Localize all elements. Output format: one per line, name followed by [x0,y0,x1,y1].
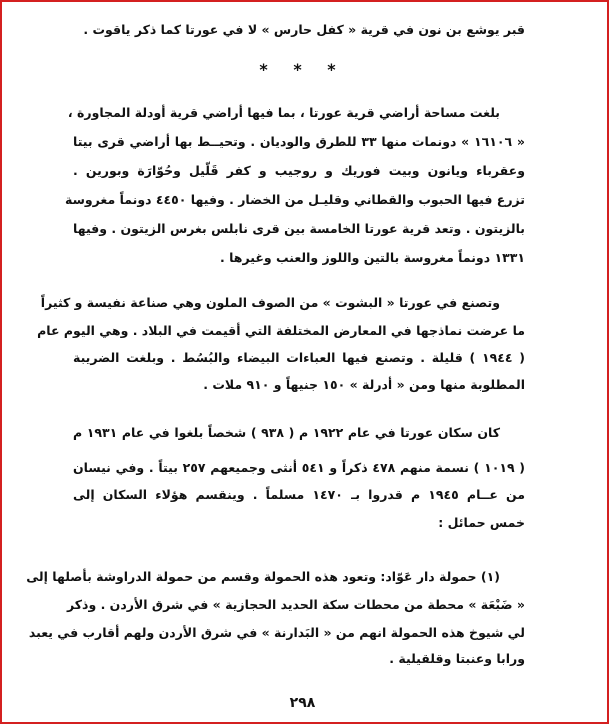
text-line: وعقرباء ويانون وبيت فوريك و روجيب و كفر قَلّيل وحُوّارَة وبورين . [73,163,525,178]
text-line: خمس حمائل : [438,515,525,530]
text-line: ( ١٠١٩ ) نسمة منهم ٤٧٨ ذكراً و ٥٤١ أنثى وجميعهم ٢٥٧ بيتاً . وفي نيسان [73,460,526,475]
text-line: ( ١٩٤٤ ) قليلة . وتصنع فيها العباءات البيضاء والبُسُط . وبلغت الضريبة [73,350,525,365]
top-line: قبر يوشع بن نون في قرية « كفل حارس » لا في عورتا كما ذكر ياقوت . [83,22,525,37]
text-line: ١٣٣١ دونماً مغروسة بالتين واللوز والعنب وغيرها . [219,250,525,265]
text-line: (١) حمولة دار عَوّاد: وتعود هذه الحمولة وقسم من حمولة الدراوشة بأصلها إلى [26,569,500,584]
section-separator: * * * [259,60,346,79]
text-line: ورابا وعنبتا وقلقيلية . [389,651,525,666]
text-line: تزرع فيها الحبوب والقطاني وقليـل من الخضار . وفيها ٤٤٥٠ دونماً مغروسة [65,192,525,207]
text-line: لي شيوخ هذه الحمولة انهم من « البَدارنة » في شرق الأردن ولهم أقارب في يعبد [28,625,525,640]
text-line: « ١٦١٠٦ » دونمات منها ٣٣ للطرق والوديان . وتحيــط بها أراضي قرى بيتا [73,134,525,149]
text-line: بالزيتون . وتعد قرية عورتا الخامسة بين قرى نابلس بغرس الزيتون . وفيها [73,221,525,236]
text-line: ما عرضت نماذجها في المعارض المختلفة التي أقيمت في البلاد . وهي اليوم عام [37,323,525,338]
text-line: من عــام ١٩٤٥ م قدروا بـ ١٤٧٠ مسلماً . وينقسم هؤلاء السكان إلى [73,487,525,502]
text-line: المطلوبة منها ومن « أدرلة » ١٥٠ جنيهاً و ٩١٠ ملات . [203,377,525,392]
page-number: ٢٩٨ [289,695,316,711]
text-line: كان سكان عورتا في عام ١٩٢٢ م ( ٩٣٨ ) شخصاً بلغوا في عام ١٩٣١ م [73,425,500,440]
text-line: بلغت مساحة أراضي قرية عورتا ، بما فيها أراضي قرية أودلة المجاورة ، [67,105,500,120]
text-line: وتصنع في عورتا « البشوت » من الصوف الملون وهي صناعة نفيسة و كثيراً [40,295,500,310]
text-line: « ضَبْعَة » محطة من محطات سكة الحديد الحجازية » في شرق الأردن . وذكر [67,597,525,612]
